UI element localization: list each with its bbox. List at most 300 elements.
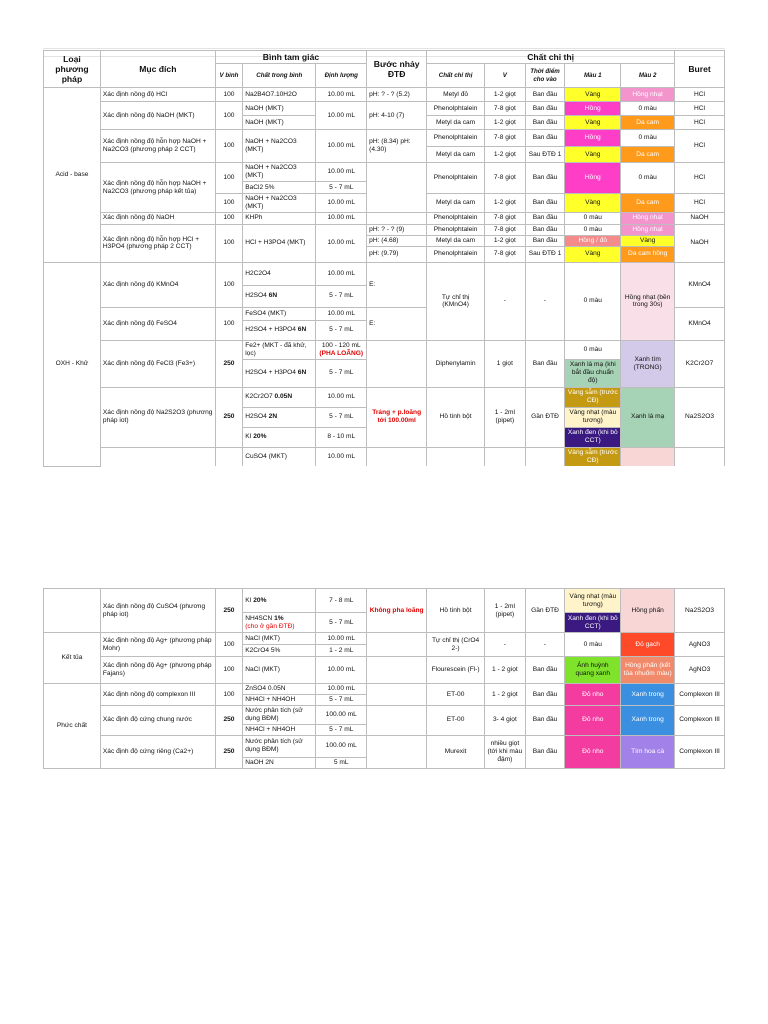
- cell-v-binh: 100: [215, 163, 242, 194]
- cell-chat: [243, 182, 316, 194]
- cell-dinh-luong: 5 - 7 mL: [316, 613, 367, 633]
- chat-bacl2: BaCl2 5%: [245, 183, 275, 191]
- pha-loang-note: (PHA LOÃNG): [319, 349, 364, 357]
- cell-chat: [243, 320, 316, 340]
- chat-note-red: (cho ở gần ĐTĐ): [245, 622, 295, 630]
- chat-bold: 1%: [274, 614, 284, 622]
- cell-buoc-nhay: pH: (9.79): [367, 246, 427, 262]
- cell-mau1: 0 màu: [565, 212, 621, 224]
- cell-buoc-nhay: [367, 447, 427, 466]
- category-acid-base: Acid - base: [44, 88, 101, 263]
- cell-buoc-nhay: [367, 706, 427, 736]
- cell-chat: Na2B4O7.10H2O: [243, 88, 316, 102]
- cell-thoi-diem: Ban đầu: [525, 194, 565, 213]
- cell-chat: NaOH 2N: [243, 757, 316, 768]
- cell-dinh-luong: 5 - 7 mL: [316, 407, 367, 427]
- cell-dinh-luong: 10.00 mL: [316, 194, 367, 213]
- cell-mau2: Hồng nhạt: [621, 88, 675, 102]
- cell-mau1: Vàng: [565, 194, 621, 213]
- cell-buret: AgNO3: [675, 657, 725, 684]
- cell-buoc-nhay: Không pha loãng: [367, 589, 427, 633]
- cell-chat: FeSO4 (MKT): [243, 307, 316, 320]
- cell-v-binh: [215, 447, 242, 466]
- cell-mau1: Đỏ nho: [565, 684, 621, 706]
- cell-chat: [243, 589, 316, 613]
- cell-buret: HCl: [675, 116, 725, 130]
- cell-thoi-diem: Ban đầu: [525, 102, 565, 116]
- cell-v-binh: 250: [215, 387, 242, 447]
- cell-chat: CuSO4 (MKT): [243, 447, 316, 466]
- cell-v: 1 giọt: [485, 340, 526, 387]
- table-row: [44, 589, 725, 613]
- cell-v-binh: 250: [215, 706, 242, 736]
- cell-thoi-diem: Ban đầu: [525, 212, 565, 224]
- cell-mau2: Hồng nhạt (bền trong 30s): [621, 262, 675, 340]
- cell-thoi-diem: Ban đầu: [525, 130, 565, 147]
- cell-chat: NaOH + Na2CO3 (MKT): [243, 194, 316, 213]
- cell-dinh-luong: 10.00 mL: [316, 447, 367, 466]
- cell-dinh-luong: 1 - 2 mL: [316, 645, 367, 657]
- cell-chat: [243, 285, 316, 307]
- header-buoc-nhay: Bước nhảy ĐTĐ: [367, 51, 427, 88]
- cell-chat-chi-thi: Phenolphtalein: [427, 212, 485, 224]
- cell-buoc-nhay: [367, 163, 427, 213]
- cell-dinh-luong: 5 - 7 mL: [316, 285, 367, 307]
- cell-buret: K2Cr2O7: [675, 340, 725, 387]
- cell-muc-dich: Xác định nồng độ CuSO4 (phương pháp iot): [100, 589, 215, 633]
- chat-bold: 20%: [253, 596, 267, 604]
- chat-text: KI: [245, 596, 254, 604]
- table-row: [44, 130, 725, 147]
- cell-v: 1 - 2 giọt: [485, 657, 526, 684]
- cell-buoc-nhay: [367, 633, 427, 657]
- category-phuc-chat: Phức chất: [44, 684, 101, 769]
- cell-dinh-luong: 10.00 mL: [316, 307, 367, 320]
- cell-buret: HCl: [675, 130, 725, 163]
- cell-chat: Nước phân tích (sử dụng BĐM): [243, 706, 316, 725]
- dl-text: 100 - 120 mL: [321, 341, 361, 349]
- cell-mau1: Xanh lá mạ (khi bắt đầu chuẩn độ): [565, 359, 621, 387]
- cell-mau1: Xanh đen (khi bỏ CCT): [565, 613, 621, 633]
- cell-v: 3- 4 giọt: [485, 706, 526, 736]
- header-v-binh: V bình: [215, 64, 242, 88]
- cell-buret: HCl: [675, 194, 725, 213]
- cell-dinh-luong: 5 - 7 mL: [316, 320, 367, 340]
- header-chat-chi-thi-group: Chất chỉ thị: [427, 51, 675, 64]
- cell-chat: NH4Cl + NH4OH: [243, 695, 316, 706]
- cell-chat-chi-thi: Phenolphtalein: [427, 163, 485, 194]
- cell-buret: NaOH: [675, 224, 725, 262]
- cell-v: 7-8 giọt: [485, 212, 526, 224]
- cell-buret: Complexon III: [675, 684, 725, 706]
- cell-chat: K2CrO4 5%: [243, 645, 316, 657]
- chat-text: NH4SCN: [245, 614, 275, 622]
- titration-table-page-2: [43, 588, 725, 769]
- cell-chat-chi-thi: Hồ tinh bột: [427, 589, 485, 633]
- cell-buoc-nhay: [367, 735, 427, 768]
- cell-muc-dich: Xác định độ cứng riêng (Ca2+): [100, 735, 215, 768]
- cell-chat-chi-thi: ET-00: [427, 706, 485, 736]
- cell-dinh-luong: 5 - 7 mL: [316, 724, 367, 735]
- cell-dinh-luong: 5 - 7 mL: [316, 182, 367, 194]
- cell-v-binh: 100: [215, 224, 242, 262]
- cell-chat: NH4Cl + NH4OH: [243, 724, 316, 735]
- cell-mau1: Đỏ nho: [565, 735, 621, 768]
- header-v: V: [485, 64, 526, 88]
- cell-mau1: Vàng sẫm (trước CĐ): [565, 387, 621, 407]
- cell-v: -: [485, 633, 526, 657]
- cell-buret: HCl: [675, 102, 725, 116]
- cell-mau2: 0 màu: [621, 130, 675, 147]
- cell-v: nhiều giọt (tới khi màu đậm): [485, 735, 526, 768]
- cell-mau1: Vàng nhạt (màu tương): [565, 407, 621, 427]
- cell-thoi-diem: Ban đầu: [525, 116, 565, 130]
- cell-muc-dich: Xác định nồng độ HCl: [100, 88, 215, 102]
- cell-chat-chi-thi: Metyl da cam: [427, 116, 485, 130]
- table-row: [44, 657, 725, 684]
- cell-dinh-luong: 10.00 mL: [316, 102, 367, 130]
- cell-mau2: Đỏ gạch: [621, 633, 675, 657]
- cell-dinh-luong: 10.00 mL: [316, 387, 367, 407]
- cell-chat: Nước phân tích (sử dụng BĐM): [243, 735, 316, 757]
- cell-v-binh: 100: [215, 130, 242, 163]
- cell-mau1: 0 màu: [565, 340, 621, 359]
- cell-mau2: Hồng phấn (kết tủa nhuốm màu): [621, 657, 675, 684]
- cell-thoi-diem: Sau ĐTĐ 1: [525, 246, 565, 262]
- cell-dinh-luong: 5 - 7 mL: [316, 359, 367, 387]
- chat-text: H2SO4: [245, 292, 269, 300]
- cell-buret: HCl: [675, 88, 725, 102]
- cell-chat: NaOH + Na2CO3 (MKT): [243, 163, 316, 182]
- cell-muc-dich: Xác định nồng độ NaOH (MKT): [100, 102, 215, 130]
- titration-table-page-1: [43, 50, 725, 467]
- cell-v: 7-8 giọt: [485, 102, 526, 116]
- cell-chat-chi-thi: Diphenylamin: [427, 340, 485, 387]
- cell-buret: KMnO4: [675, 307, 725, 340]
- cell-thoi-diem: Ban đầu: [525, 684, 565, 706]
- cell-chat: NaOH + Na2CO3 (MKT): [243, 130, 316, 163]
- cell-v-binh: 100: [215, 88, 242, 102]
- header-buret: Buret: [675, 51, 725, 88]
- cell-v: [485, 447, 526, 466]
- cell-v: 1-2 giọt: [485, 116, 526, 130]
- cell-thoi-diem: Ban đầu: [525, 88, 565, 102]
- cell-chat-chi-thi: Hồ tinh bột: [427, 387, 485, 447]
- cell-v-binh: 250: [215, 735, 242, 768]
- cell-dinh-luong: 10.00 mL: [316, 88, 367, 102]
- cell-thoi-diem: Gần ĐTĐ: [525, 387, 565, 447]
- cell-dinh-luong: 10.00 mL: [316, 224, 367, 262]
- cell-muc-dich: Xác định nồng độ Na2S2O3 (phương pháp iot): [100, 387, 215, 447]
- cell-dinh-luong: 10.00 mL: [316, 163, 367, 182]
- cell-buoc-nhay: pH: ? - ? (5.2): [367, 88, 427, 102]
- cell-chat: ZnSO4 0.05N: [243, 684, 316, 695]
- page-2-table-container: [43, 588, 725, 769]
- cell-mau1: Vàng: [565, 147, 621, 163]
- cell-v: 1 - 2 giọt: [485, 684, 526, 706]
- cell-thoi-diem: Ban đầu: [525, 340, 565, 387]
- cell-mau2: Xanh trong: [621, 706, 675, 736]
- cell-chat-chi-thi: Phenolphtalein: [427, 130, 485, 147]
- cell-buoc-nhay: [367, 657, 427, 684]
- cell-buret: Na2S2O3: [675, 589, 725, 633]
- cell-mau2: Xanh lá mạ: [621, 387, 675, 447]
- cell-chat-chi-thi: Phenolphtalein: [427, 224, 485, 235]
- cell-mau1: Hồng / đỏ: [565, 235, 621, 246]
- cell-v: 1-2 giọt: [485, 235, 526, 246]
- cell-dinh-luong: 7 - 8 mL: [316, 589, 367, 613]
- cell-buret: HCl: [675, 163, 725, 194]
- cell-mau1: Vàng nhạt (màu tương): [565, 589, 621, 613]
- cell-v: -: [485, 262, 526, 340]
- cell-v-binh: 100: [215, 307, 242, 340]
- cell-chat: HCl + H3PO4 (MKT): [243, 224, 316, 262]
- cell-buoc-nhay: pH: 4-10 (7): [367, 102, 427, 130]
- cell-mau2: Da cam: [621, 116, 675, 130]
- cell-mau1: Ánh huỳnh quang xanh: [565, 657, 621, 684]
- chat-text: KI: [245, 433, 254, 441]
- cell-v-binh: 100: [215, 684, 242, 706]
- cell-v: 7-8 giọt: [485, 224, 526, 235]
- cell-muc-dich: Xác định nồng độ Ag+ (phương pháp Fajans): [100, 657, 215, 684]
- cell-chat: NaOH (MKT): [243, 116, 316, 130]
- cell-v: 1-2 giọt: [485, 194, 526, 213]
- cell-mau2: Vàng: [621, 235, 675, 246]
- cell-chat-chi-thi: Metyl da cam: [427, 235, 485, 246]
- cell-mau2: 0 màu: [621, 102, 675, 116]
- cell-buoc-nhay: pH: (4.68): [367, 235, 427, 246]
- cell-chat-chi-thi: Metyl da cam: [427, 147, 485, 163]
- cell-dinh-luong: 10.00 mL: [316, 212, 367, 224]
- cell-buoc-nhay: [367, 340, 427, 387]
- chat-bold: 6N: [268, 292, 278, 300]
- cell-chat-chi-thi: Murexit: [427, 735, 485, 768]
- page-1-table-container: [43, 50, 725, 467]
- cell-dinh-luong: 5 mL: [316, 757, 367, 768]
- cell-v: 1 - 2ml (pipet): [485, 589, 526, 633]
- cell-dinh-luong: 100.00 mL: [316, 706, 367, 725]
- cell-buret: Complexon III: [675, 735, 725, 768]
- cell-thoi-diem: Ban đầu: [525, 235, 565, 246]
- cell-chat: NaCl (MKT): [243, 633, 316, 645]
- cell-v: 1-2 giọt: [485, 88, 526, 102]
- cell-chat-chi-thi: Flourescein (Fl-): [427, 657, 485, 684]
- cell-buret: KMnO4: [675, 262, 725, 307]
- table-row: [44, 163, 725, 182]
- cell-thoi-diem: Ban đầu: [525, 163, 565, 194]
- chat-bold: 6N: [297, 369, 307, 377]
- cell-chat: [243, 407, 316, 427]
- cell-buoc-nhay: [367, 212, 427, 224]
- category-ket-tua: Kết tủa: [44, 633, 101, 684]
- cell-mau1: Vàng: [565, 116, 621, 130]
- cell-v-binh: 250: [215, 340, 242, 387]
- cell-muc-dich: Xác định độ cứng chung nước: [100, 706, 215, 736]
- cell-mau2: Da cam: [621, 147, 675, 163]
- table-row: [44, 706, 725, 725]
- cell-buret: NaOH: [675, 212, 725, 224]
- cell-buret: Complexon III: [675, 706, 725, 736]
- cell-mau1: 0 màu: [565, 262, 621, 340]
- cell-mau2: Da cam: [621, 194, 675, 213]
- cell-v-binh: 250: [215, 589, 242, 633]
- header-mau2: Màu 2: [621, 64, 675, 88]
- cell-dinh-luong: 10.00 mL: [316, 684, 367, 695]
- cell-buoc-nhay: E:: [367, 307, 427, 340]
- category-oxh-khu: OXH - Khử: [44, 262, 101, 466]
- cell-dinh-luong: [316, 340, 367, 359]
- cell-buret: AgNO3: [675, 633, 725, 657]
- header-loai: Loại phương pháp: [44, 51, 101, 88]
- cell-mau2: 0 màu: [621, 163, 675, 194]
- cell-dinh-luong: 5 - 7 mL: [316, 695, 367, 706]
- header-dinh-luong: Định lượng: [316, 64, 367, 88]
- cell-thoi-diem: -: [525, 633, 565, 657]
- cell-chat: [243, 359, 316, 387]
- cell-thoi-diem: Ban đầu: [525, 706, 565, 736]
- cell-mau1: Đỏ nho: [565, 706, 621, 736]
- cell-thoi-diem: Sau ĐTĐ 1: [525, 147, 565, 163]
- header-chat-chi-thi: Chất chỉ thị: [427, 64, 485, 88]
- cell-muc-dich: Xác định nồng độ KMnO4: [100, 262, 215, 307]
- cell-v-binh: 100: [215, 633, 242, 657]
- cell-buret: [675, 447, 725, 466]
- cell-dinh-luong: 10.00 mL: [316, 130, 367, 163]
- chat-text: K2Cr2O7: [245, 393, 275, 401]
- cell-mau2: Hồng phấn: [621, 589, 675, 633]
- cell-v-binh: 100: [215, 657, 242, 684]
- chat-text: H2SO4 + H3PO4: [245, 326, 298, 334]
- cell-muc-dich: Xác định nồng độ NaOH: [100, 212, 215, 224]
- cell-mau2: Tím hoa cà: [621, 735, 675, 768]
- cell-muc-dich: Xác định nồng độ hỗn hợp NaOH + Na2CO3 (phương pháp 2 CCT): [100, 130, 215, 163]
- cell-chat: Fe2+ (MKT - đã khử, lọc): [243, 340, 316, 359]
- header-chat-trong-binh: Chất trong bình: [243, 64, 316, 88]
- table-row: [44, 102, 725, 116]
- cell-muc-dich: Xác định nồng độ hỗn hợp HCl + H3PO4 (phương pháp 2 CCT): [100, 224, 215, 262]
- cell-buoc-nhay: [367, 684, 427, 706]
- cell-mau1: Hồng: [565, 163, 621, 194]
- cell-chat-chi-thi: [427, 447, 485, 466]
- cell-thoi-diem: Ban đầu: [525, 657, 565, 684]
- header-binh-tam-giac: Bình tam giác: [215, 51, 366, 64]
- cell-mau1: Vàng sẫm (trước CĐ): [565, 447, 621, 466]
- chat-text: H2SO4: [245, 413, 269, 421]
- cell-chat-chi-thi: Phenolphtalein: [427, 102, 485, 116]
- sheet-gridline-top: [43, 48, 725, 49]
- table-row: [44, 224, 725, 235]
- table-row: [44, 633, 725, 645]
- cell-v-binh: 100: [215, 194, 242, 213]
- cell-v-binh: 100: [215, 262, 242, 307]
- cell-chat: NaOH (MKT): [243, 102, 316, 116]
- cell-chat: NaCl (MKT): [243, 657, 316, 684]
- category-continued: [44, 589, 101, 633]
- cell-muc-dich: Xác định nồng độ hỗn hợp NaOH + Na2CO3 (phương pháp kết tủa): [100, 163, 215, 213]
- cell-v: 7-8 giọt: [485, 130, 526, 147]
- cell-buoc-nhay: pH: ? - ? (9): [367, 224, 427, 235]
- cell-v: 1 - 2ml (pipet): [485, 387, 526, 447]
- cell-chat: [243, 613, 316, 633]
- cell-mau2: Da cam hồng: [621, 246, 675, 262]
- header-mau1: Màu 1: [565, 64, 621, 88]
- chat-bold: 20%: [253, 433, 267, 441]
- cell-mau1: Hồng: [565, 102, 621, 116]
- cell-v-binh: 100: [215, 102, 242, 130]
- cell-chat-chi-thi: Tự chỉ thị (KMnO4): [427, 262, 485, 340]
- cell-mau1: Vàng: [565, 246, 621, 262]
- cell-chat-chi-thi: Phenolphtalein: [427, 246, 485, 262]
- table-row: [44, 340, 725, 359]
- cell-buoc-nhay: E:: [367, 262, 427, 307]
- cell-mau2: Hồng nhạt: [621, 212, 675, 224]
- cell-chat: KHPh: [243, 212, 316, 224]
- cell-v-binh: 100: [215, 212, 242, 224]
- chat-text: H2SO4 + H3PO4: [245, 369, 298, 377]
- cell-v: 7-8 giọt: [485, 163, 526, 194]
- cell-thoi-diem: -: [525, 262, 565, 340]
- table-row: [44, 212, 725, 224]
- cell-mau2: Xanh tím (TRONG): [621, 340, 675, 387]
- chat-bold: 0.05N: [274, 393, 293, 401]
- cell-chat-chi-thi: ET-00: [427, 684, 485, 706]
- cell-mau2: Hồng nhạt: [621, 224, 675, 235]
- table-row: [44, 88, 725, 102]
- cell-muc-dich: Xác định nồng độ FeSO4: [100, 307, 215, 340]
- cell-dinh-luong: 8 - 10 mL: [316, 427, 367, 447]
- header-row-1: [44, 51, 725, 64]
- cell-dinh-luong: 10.00 mL: [316, 633, 367, 645]
- cell-v: 7-8 giọt: [485, 246, 526, 262]
- cell-chat-chi-thi: Tự chỉ thị (CrO4 2-): [427, 633, 485, 657]
- cell-dinh-luong: 10.00 mL: [316, 262, 367, 285]
- cell-buret: Na2S2O3: [675, 387, 725, 447]
- table-row: [44, 262, 725, 285]
- cell-mau1: 0 màu: [565, 633, 621, 657]
- header-thoi-diem: Thời điểm cho vào: [525, 64, 565, 88]
- cell-muc-dich: [100, 447, 215, 466]
- cell-muc-dich: Xác định nồng độ Ag+ (phương pháp Mohr): [100, 633, 215, 657]
- cell-mau1: Vàng: [565, 88, 621, 102]
- table-row: [44, 735, 725, 757]
- cell-dinh-luong: 100.00 mL: [316, 735, 367, 757]
- cell-buoc-nhay: pH: (8.34) pH: (4.30): [367, 130, 427, 163]
- cell-chat-chi-thi: Metyl đỏ: [427, 88, 485, 102]
- cell-chat: [243, 427, 316, 447]
- cell-mau1: 0 màu: [565, 224, 621, 235]
- table-row: [44, 684, 725, 695]
- header-muc-dich: Mục đích: [100, 51, 215, 88]
- cell-mau1: Xanh đen (khi bỏ CCT): [565, 427, 621, 447]
- cell-thoi-diem: Ban đầu: [525, 735, 565, 768]
- cell-thoi-diem: [525, 447, 565, 466]
- cell-muc-dich: Xác định nồng độ complexon III: [100, 684, 215, 706]
- cell-chat: H2C2O4: [243, 262, 316, 285]
- chat-bold: 6N: [297, 326, 307, 334]
- cell-mau1: Hồng: [565, 130, 621, 147]
- cell-dinh-luong: 10.00 mL: [316, 657, 367, 684]
- cell-thoi-diem: Gần ĐTĐ: [525, 589, 565, 633]
- cell-v: 1-2 giọt: [485, 147, 526, 163]
- cell-buoc-nhay: Tráng + p.loãng tới 100.00ml: [367, 387, 427, 447]
- cell-mau2: Xanh trong: [621, 684, 675, 706]
- table-row: [44, 387, 725, 407]
- cell-thoi-diem: Ban đầu: [525, 224, 565, 235]
- cell-chat-chi-thi: Metyl da cam: [427, 194, 485, 213]
- table-row: [44, 447, 725, 466]
- cell-mau2: [621, 447, 675, 466]
- cell-muc-dich: Xác định nồng độ FeCl3 (Fe3+): [100, 340, 215, 387]
